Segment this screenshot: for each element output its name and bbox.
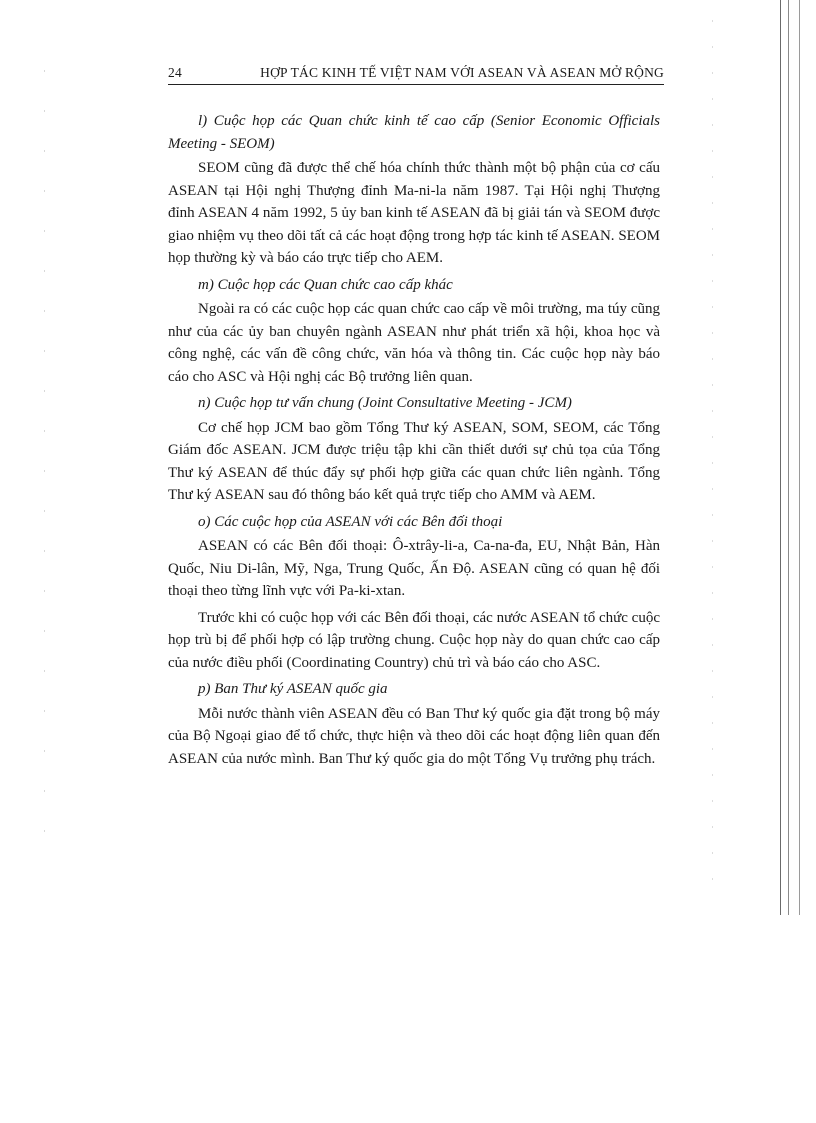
scan-margin-artifact-left — [44, 70, 45, 870]
section-heading-l: l) Cuộc họp các Quan chức kinh tế cao cấp (Senior Economic Officials Meeting - SEOM) — [168, 113, 660, 152]
scan-margin-artifact-right — [712, 20, 713, 900]
section-heading-m: m) Cuộc họp các Quan chức cao cấp khác — [198, 276, 453, 293]
paragraph: Cơ chế họp JCM bao gồm Tổng Thư ký ASEAN, SOM, SEOM, các Tổng Giám đốc ASEAN. JCM được triệu tập khi cần thiết dưới sự chủ tọa của Tổng Thư ký ASEAN để thúc đẩy sự phối hợp giữa các quan chức liên ngành. Tổng Thư ký ASEAN sau đó thông báo kết quả trực tiếp cho AMM và AEM. — [168, 419, 660, 503]
paragraph: Mỗi nước thành viên ASEAN đều có Ban Thư ký quốc gia đặt trong bộ máy của Bộ Ngoại giao để tổ chức, thực hiện và theo dõi các hoạt động liên quan đến ASEAN của nước mình. Ban Thư ký quốc gia do một Tổng Vụ trưởng phụ trách. — [168, 705, 660, 767]
page-number: 24 — [168, 65, 182, 80]
scan-edge-line — [799, 0, 800, 915]
paragraph: ASEAN có các Bên đối thoại: Ô-xtrây-li-a, Ca-na-đa, EU, Nhật Bản, Hàn Quốc, Niu Di-lân, Mỹ, Nga, Trung Quốc, Ấn Độ. ASEAN cũng có quan hệ đối thoại theo từng lĩnh vực với Pa-ki-xtan. — [168, 538, 660, 599]
page-body — [168, 110, 660, 774]
page-header — [168, 62, 664, 85]
paragraph: Trước khi có cuộc họp với các Bên đối thoại, các nước ASEAN tổ chức cuộc họp trù bị để phối hợp có lập trường chung. Cuộc họp này do quan chức cao cấp của nước điều phối (Coordinating Country) chủ trì và báo cáo cho ASC. — [168, 609, 660, 671]
section-heading-n: n) Cuộc họp tư vấn chung (Joint Consultative Meeting - JCM) — [198, 395, 572, 411]
section-heading-p: p) Ban Thư ký ASEAN quốc gia — [198, 681, 388, 697]
scan-edge-line — [780, 0, 781, 915]
section-heading-o: o) Các cuộc họp của ASEAN với các Bên đối thoại — [198, 513, 503, 530]
running-title: HỢP TÁC KINH TẾ VIỆT NAM VỚI ASEAN VÀ ASEAN MỞ RỘNG — [260, 65, 664, 80]
paragraph: Ngoài ra có các cuộc họp các quan chức cao cấp về môi trường, ma túy cũng như của các ủy ban chuyên ngành ASEAN như phát triển xã hội, khoa học và công nghệ, các vấn đề công chức, văn hóa và thông tin. Các cuộc họp này báo cáo cho ASC và Hội nghị các Bộ trưởng liên quan. — [168, 301, 660, 385]
paragraph: SEOM cũng đã được thể chế hóa chính thức thành một bộ phận của cơ cấu ASEAN tại Hội nghị Thượng đỉnh Ma-ni-la năm 1987. Tại Hội nghị Thượng đỉnh ASEAN 4 năm 1992, 5 ủy ban kinh tế ASEAN đã bị giải tán và SEOM được giao nhiệm vụ theo dõi tất cả các hoạt động trong hợp tác kinh tế ASEAN. SEOM họp thường kỳ và báo cáo trực tiếp cho AEM. — [168, 160, 660, 266]
scan-edge-line — [788, 0, 789, 915]
